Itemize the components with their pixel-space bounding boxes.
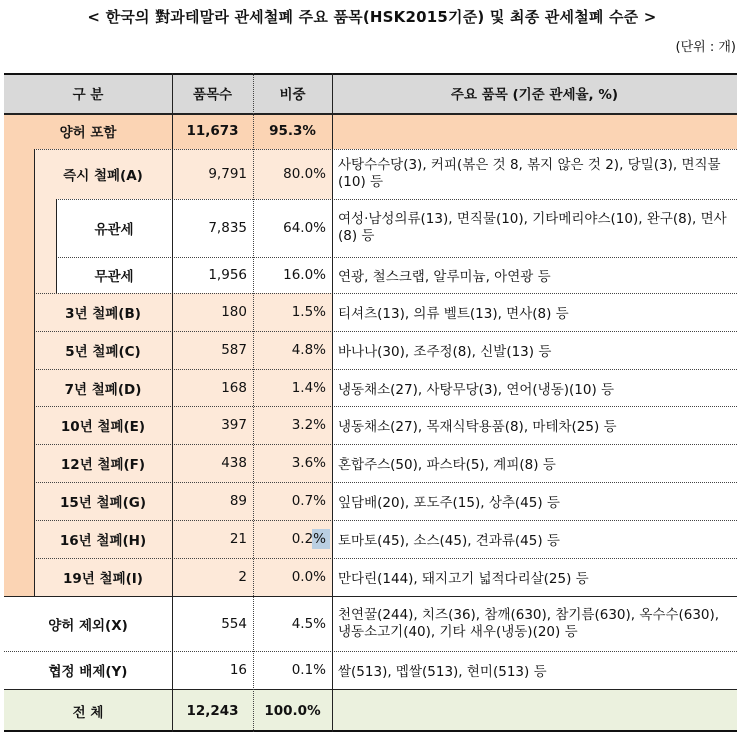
rule xyxy=(172,73,173,732)
rule xyxy=(34,369,737,370)
row-items xyxy=(332,113,737,149)
rule xyxy=(34,482,737,483)
row-items: 잎담배(20), 포도주(15), 상추(45) 등 xyxy=(338,495,560,511)
row-count: 7,835 xyxy=(208,220,247,236)
row-label: 15년 철폐(G) xyxy=(59,495,147,511)
rule xyxy=(56,199,57,293)
row-count: 438 xyxy=(221,455,247,471)
row-share: 3.2% xyxy=(291,417,326,433)
row-share: 64.0% xyxy=(283,220,326,236)
tariff-table xyxy=(4,73,737,732)
row-label: 유관세 xyxy=(94,222,134,238)
row-items: 만다린(144), 돼지고기 넓적다리살(25) 등 xyxy=(338,571,589,587)
unit-label: (단위 : 개) xyxy=(675,40,736,55)
row-count: 16 xyxy=(172,651,253,689)
row-label: 무관세 xyxy=(94,269,134,285)
row-items: 혼합주스(50), 파스타(5), 계피(8) 등 xyxy=(338,457,556,473)
row-label: 3년 철폐(B) xyxy=(65,306,141,322)
rule xyxy=(4,730,737,732)
row-count: 21 xyxy=(229,531,247,547)
row-count: 180 xyxy=(221,304,247,320)
row-count: 89 xyxy=(229,493,247,509)
total-items xyxy=(332,689,737,732)
row-items: 쌀(513), 멥쌀(513), 현미(513) 등 xyxy=(332,651,737,689)
row-label: 양허 제외(X) xyxy=(4,596,172,651)
row-share: 0.7% xyxy=(291,493,326,509)
row-share: 1.4% xyxy=(291,379,326,396)
row-share: 16.0% xyxy=(283,267,326,283)
header-count: 품목수 xyxy=(172,73,253,113)
header-category: 구 분 xyxy=(4,73,172,113)
row-items: 냉동채소(27), 목재식탁용품(8), 마테차(25) 등 xyxy=(338,419,617,435)
table-title: < 한국의 對과테말라 관세철폐 주요 품목(HSK2015기준) 및 최종 관세철폐 수준 > xyxy=(87,8,657,26)
total-share: 100.0% xyxy=(253,689,332,732)
row-share: 95.3% xyxy=(269,123,316,139)
rule xyxy=(56,199,737,200)
row-label: 10년 철폐(E) xyxy=(60,419,146,435)
row-items: 냉동채소(27), 사탕무당(3), 연어(냉동)(10) 등 xyxy=(338,381,615,398)
rule xyxy=(34,406,737,407)
row-label: 7년 철폐(D) xyxy=(64,381,142,398)
rule xyxy=(4,113,737,115)
row-label: 협정 배제(Y) xyxy=(4,651,172,689)
row-label: 19년 철폐(I) xyxy=(63,571,143,587)
row-items: 바나나(30), 조주정(8), 신발(13) 등 xyxy=(338,344,552,360)
row-count: 2 xyxy=(238,569,247,585)
rule xyxy=(4,689,737,690)
row-count: 11,673 xyxy=(186,123,239,139)
row-share: 4.8% xyxy=(291,342,326,358)
row-items: 토마토(45), 소스(45), 견과류(45) 등 xyxy=(338,533,560,549)
row-share[interactable]: 0.2% xyxy=(291,531,326,547)
rule xyxy=(34,149,737,150)
rule xyxy=(4,73,737,75)
rule xyxy=(4,596,737,597)
header-share: 비중 xyxy=(253,73,332,113)
row-items: 사탕수수당(3), 커피(볶은 것 8, 볶지 않은 것 2), 당밀(3), 면직물(10) 등 xyxy=(338,157,721,190)
row-items: 여성·남성의류(13), 면직물(10), 기타메리야스(10), 완구(8), 면사(8) 등 xyxy=(338,211,727,244)
row-items: 천연꿀(244), 치즈(36), 참깨(630), 참기름(630), 옥수수(630), 냉동소고기(40), 기타 새우(냉동)(20) 등 xyxy=(332,596,737,651)
row-items: 연광, 철스크랩, 알루미늄, 아연광 등 xyxy=(338,269,551,285)
row-count: 9,791 xyxy=(208,166,247,182)
row-share: 4.5% xyxy=(253,596,332,651)
row-count: 587 xyxy=(221,342,247,358)
row-items: 티셔츠(13), 의류 벨트(13), 면사(8) 등 xyxy=(338,306,569,322)
row-label: 양허 포함 xyxy=(59,125,117,141)
row-label: 즉시 철폐(A) xyxy=(63,168,143,184)
row-share: 0.1% xyxy=(253,651,332,689)
rule xyxy=(253,73,254,732)
row-count: 397 xyxy=(221,417,247,433)
rule xyxy=(332,73,333,732)
rule xyxy=(34,520,737,521)
row-share: 3.6% xyxy=(291,455,326,471)
row-label: 12년 철폐(F) xyxy=(60,457,146,473)
row-count: 554 xyxy=(172,596,253,651)
rule xyxy=(34,149,35,596)
row-label: 5년 철폐(C) xyxy=(65,344,141,360)
rule xyxy=(56,257,737,258)
row-share: 80.0% xyxy=(283,166,326,182)
rule xyxy=(34,558,737,559)
rule xyxy=(4,651,737,652)
rule xyxy=(34,331,737,332)
row-count: 168 xyxy=(221,379,247,396)
row-count: 1,956 xyxy=(208,267,247,283)
rule xyxy=(34,293,737,294)
row-share: 1.5% xyxy=(291,304,326,320)
total-count: 12,243 xyxy=(172,689,253,732)
row-label: 16년 철폐(H) xyxy=(59,533,147,549)
header-items: 주요 품목 (기준 관세율, %) xyxy=(332,73,737,113)
rule xyxy=(34,444,737,445)
row-share: 0.0% xyxy=(291,569,326,585)
total-label: 전 체 xyxy=(4,689,172,732)
